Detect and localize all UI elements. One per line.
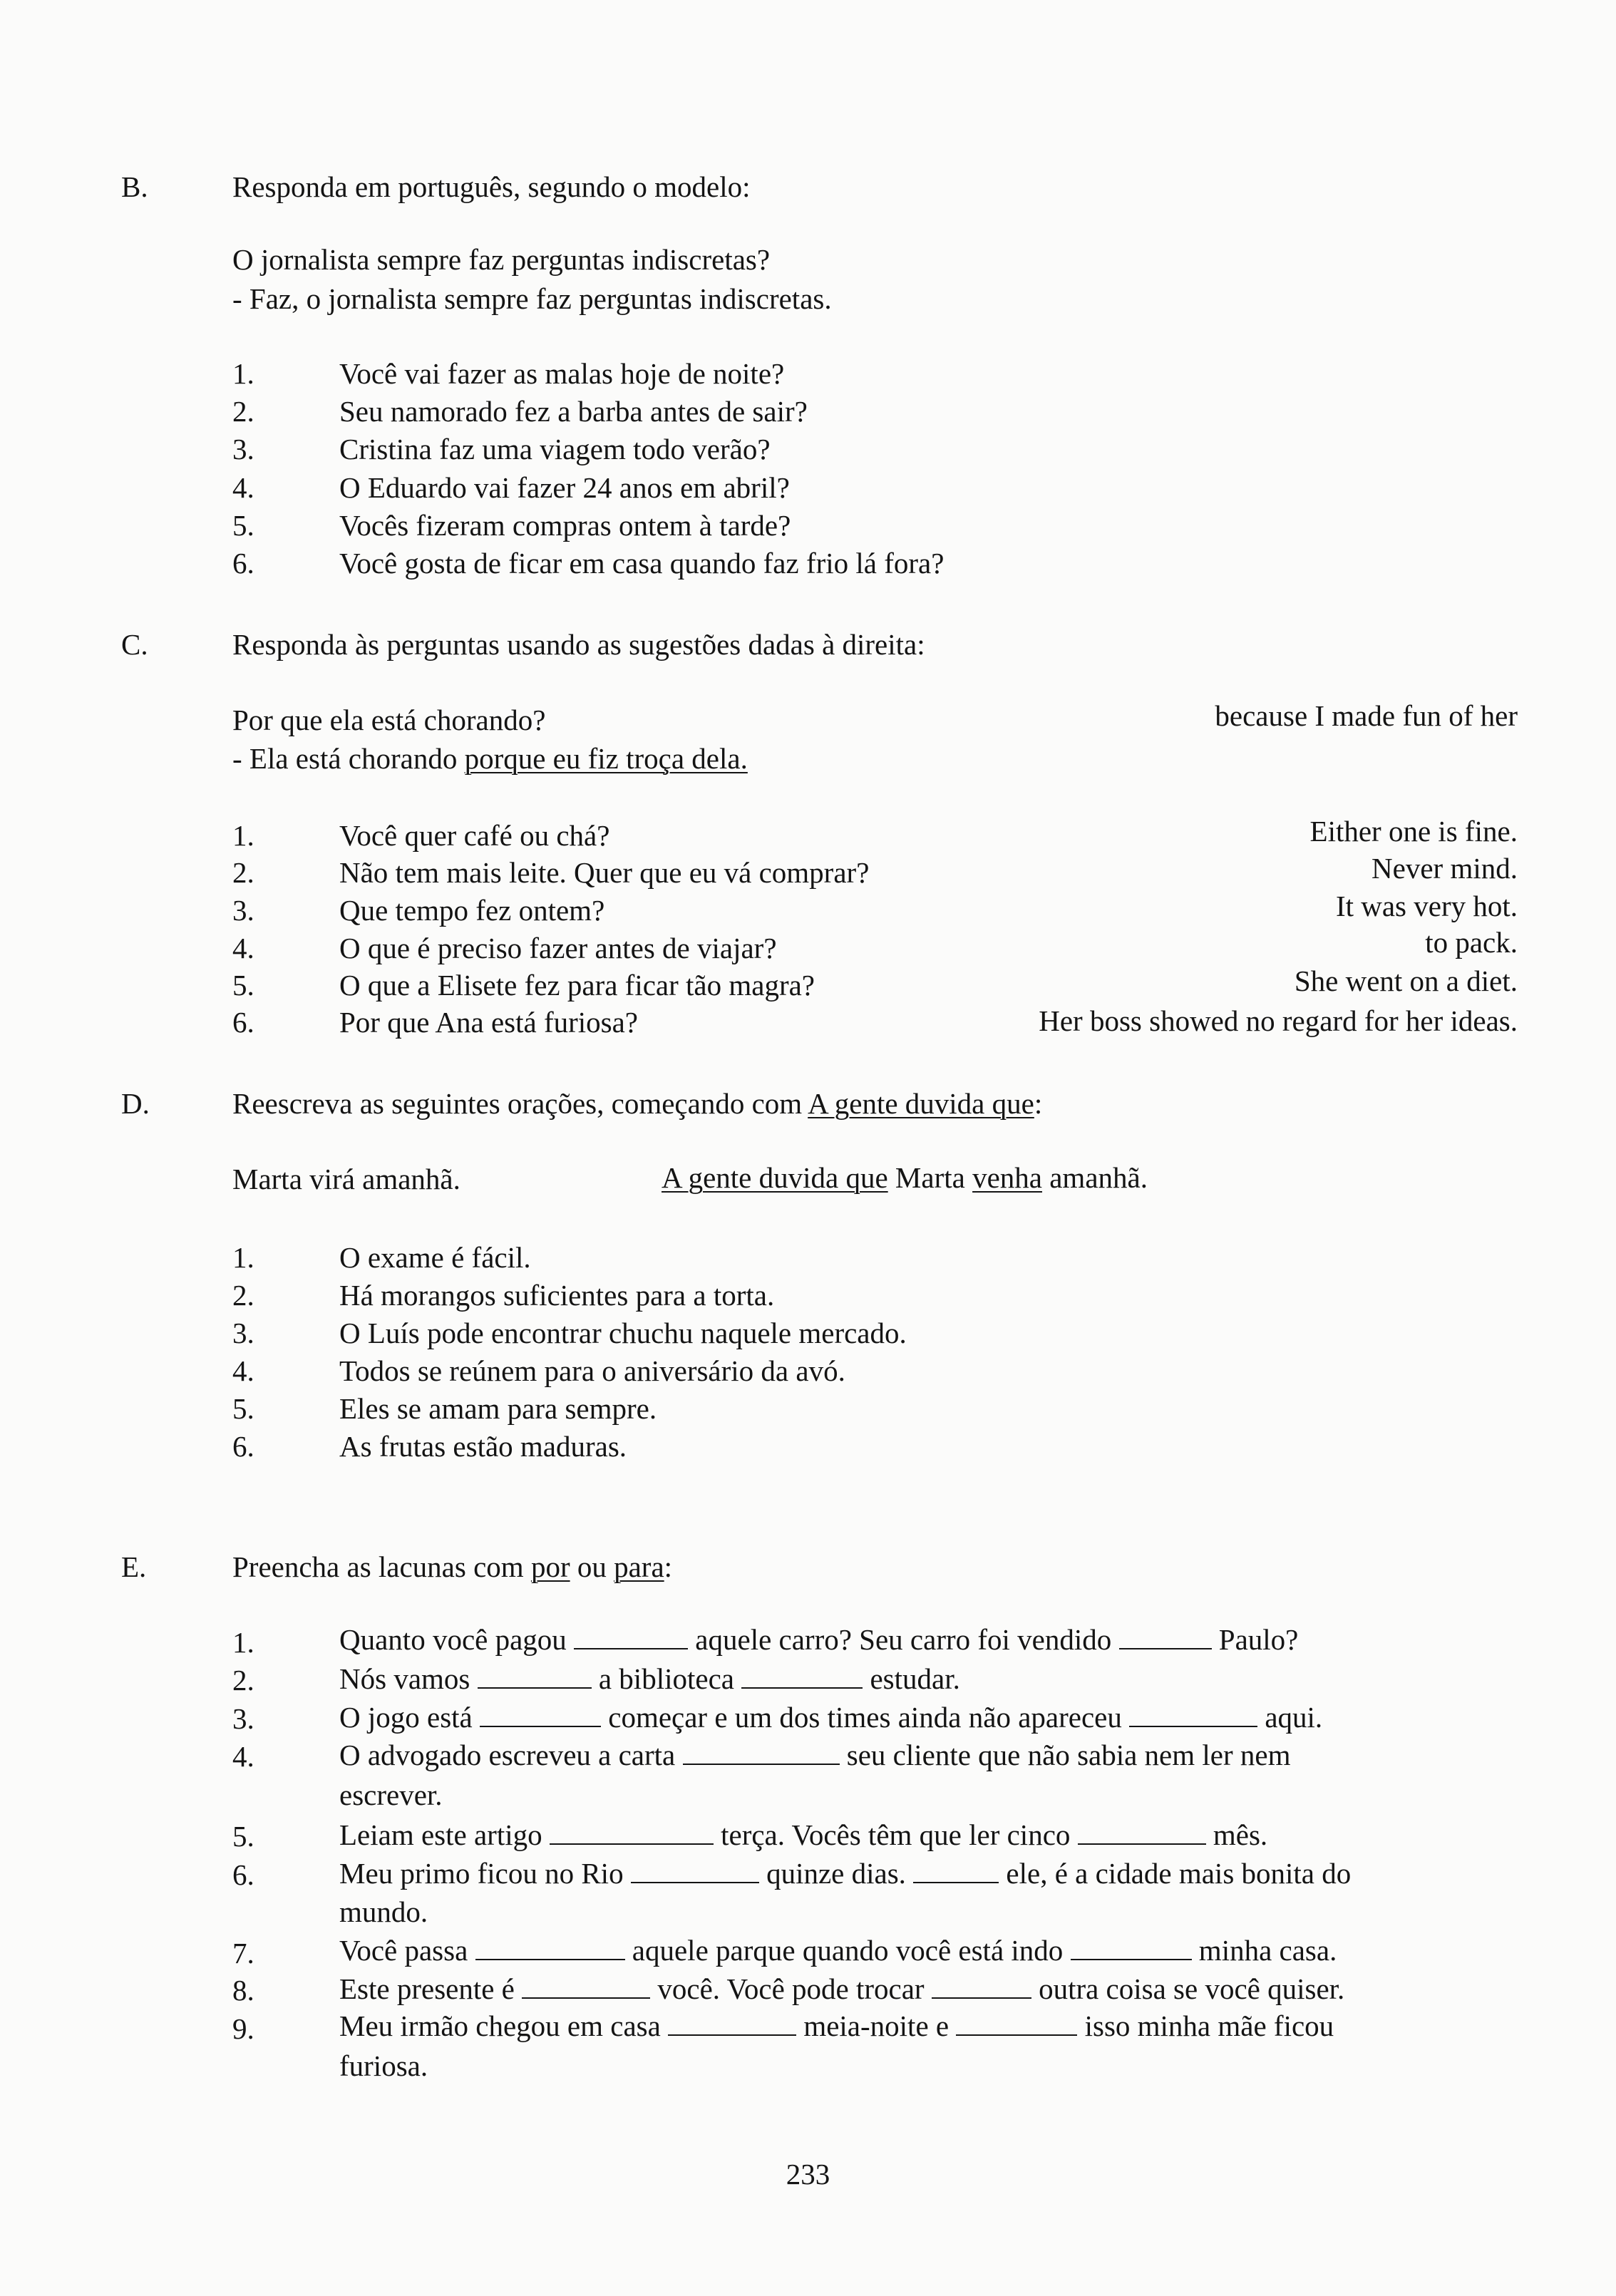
e-item-number: 9. (232, 2012, 254, 2045)
answer-blank (550, 1819, 714, 1845)
section-c-label: C. (121, 628, 148, 661)
e-item-number: 7. (232, 1937, 254, 1970)
c-item-text: O que é preciso fazer antes de viajar? (339, 932, 777, 964)
section-b-model-question: O jornalista sempre faz perguntas indiscretas? (232, 243, 771, 276)
answer-blank (478, 1663, 592, 1689)
b-item-number: 4. (232, 471, 254, 504)
c-item-number: 4. (232, 932, 254, 964)
c-item-text: O que a Elisete fez para ficar tão magra? (339, 969, 815, 1002)
c-item-number: 1. (232, 819, 254, 852)
e-item-number: 4. (232, 1740, 254, 1773)
d-item-number: 2. (232, 1279, 254, 1312)
c-item-hint: Either one is fine. (1309, 815, 1518, 848)
e-item-text: Nós vamos a biblioteca estudar. (339, 1662, 960, 1695)
c-item-text: Não tem mais leite. Quer que eu vá comprar? (339, 856, 870, 889)
b-item-text: Você vai fazer as malas hoje de noite? (339, 357, 785, 390)
e-item-text: Este presente é você. Você pode trocar outra coisa se você quiser. (339, 1972, 1345, 2005)
b-item-text: Seu namorado fez a barba antes de sair? (339, 395, 808, 428)
e-item-text: O advogado escreveu a carta seu cliente que não sabia nem ler nem (339, 1739, 1291, 1771)
answer-blank (522, 1973, 650, 1999)
e-item-text: Leiam este artigo terça. Vocês têm que ler cinco mês. (339, 1818, 1268, 1851)
e-item-continuation: furiosa. (339, 2049, 428, 2082)
section-e-instruction: Preencha as lacunas com por ou para: (232, 1550, 673, 1583)
page-number: 233 (786, 2158, 830, 2191)
d-item-text: Eles se amam para sempre. (339, 1392, 657, 1425)
section-c-instruction: Responda às perguntas usando as sugestões dadas à direita: (232, 628, 925, 661)
section-c-model-question: Por que ela está chorando? (232, 704, 546, 736)
answer-blank (1129, 1702, 1257, 1727)
d-item-text: O Luís pode encontrar chuchu naquele mercado. (339, 1317, 907, 1349)
answer-blank (668, 2010, 796, 2036)
b-item-text: Vocês fizeram compras ontem à tarde? (339, 509, 791, 542)
c-item-number: 2. (232, 856, 254, 889)
e-item-text: O jogo está começar e um dos times ainda não apareceu aqui. (339, 1701, 1323, 1734)
c-item-hint: to pack. (1425, 926, 1518, 959)
e-item-text: Meu primo ficou no Rio quinze dias. ele, é a cidade mais bonita do (339, 1857, 1352, 1890)
e-item-text: Meu irmão chegou em casa meia-noite e isso minha mãe ficou (339, 2009, 1334, 2042)
c-item-hint: She went on a diet. (1294, 964, 1518, 997)
e-item-number: 3. (232, 1702, 254, 1735)
answer-blank (480, 1702, 601, 1727)
d-item-number: 6. (232, 1430, 254, 1463)
d-item-number: 5. (232, 1392, 254, 1425)
answer-blank (1078, 1819, 1206, 1845)
answer-blank (1071, 1935, 1192, 1960)
section-d-label: D. (121, 1087, 150, 1120)
e-item-continuation: escrever. (339, 1778, 443, 1811)
b-item-number: 5. (232, 509, 254, 542)
answer-blank (1119, 1624, 1212, 1649)
section-c-model-answer: - Ela está chorando porque eu fiz troça dela. (232, 742, 748, 775)
answer-blank (741, 1663, 863, 1689)
c-item-number: 6. (232, 1006, 254, 1039)
e-item-number: 8. (232, 1974, 254, 2007)
e-item-number: 5. (232, 1820, 254, 1853)
e-item-text: Você passa aquele parque quando você está indo minha casa. (339, 1934, 1337, 1967)
c-item-text: Que tempo fez ontem? (339, 894, 605, 927)
answer-blank (631, 1858, 759, 1883)
section-d-model-answer: A gente duvida que Marta venha amanhã. (662, 1161, 1148, 1194)
section-d-instruction: Reescreva as seguintes orações, começando com A gente duvida que: (232, 1087, 1043, 1120)
c-item-hint: It was very hot. (1335, 890, 1518, 922)
e-item-text: Quanto você pagou aquele carro? Seu carro foi vendido Paulo? (339, 1623, 1299, 1656)
c-item-text: Por que Ana está furiosa? (339, 1006, 638, 1039)
e-item-number: 2. (232, 1664, 254, 1697)
b-item-number: 6. (232, 547, 254, 580)
section-e-label: E. (121, 1550, 147, 1583)
answer-blank (475, 1935, 625, 1960)
e-item-number: 6. (232, 1858, 254, 1891)
section-b-label: B. (121, 170, 148, 203)
e-item-number: 1. (232, 1626, 254, 1659)
b-item-text: Cristina faz uma viagem todo verão? (339, 433, 771, 465)
answer-blank (574, 1624, 688, 1649)
d-item-number: 1. (232, 1241, 254, 1274)
b-item-text: O Eduardo vai fazer 24 anos em abril? (339, 471, 790, 504)
d-item-text: Há morangos suficientes para a torta. (339, 1279, 775, 1312)
answer-blank (913, 1858, 999, 1883)
b-item-number: 1. (232, 357, 254, 390)
c-item-text: Você quer café ou chá? (339, 819, 610, 852)
c-item-hint: Never mind. (1371, 852, 1518, 885)
section-c-model-hint: because I made fun of her (1215, 699, 1518, 732)
section-d-model-sentence: Marta virá amanhã. (232, 1163, 460, 1195)
answer-blank (956, 2010, 1077, 2036)
answer-blank (683, 1739, 840, 1765)
section-b-instruction: Responda em português, segundo o modelo: (232, 170, 751, 203)
d-item-number: 3. (232, 1317, 254, 1349)
section-b-model-answer: - Faz, o jornalista sempre faz perguntas indiscretas. (232, 282, 832, 315)
d-item-text: Todos se reúnem para o aniversário da avó. (339, 1354, 845, 1387)
c-item-number: 3. (232, 894, 254, 927)
b-item-number: 3. (232, 433, 254, 465)
d-item-text: As frutas estão maduras. (339, 1430, 627, 1463)
answer-blank (932, 1973, 1031, 1999)
e-item-continuation: mundo. (339, 1895, 428, 1928)
d-item-text: O exame é fácil. (339, 1241, 531, 1274)
b-item-number: 2. (232, 395, 254, 428)
c-item-number: 5. (232, 969, 254, 1002)
c-item-hint: Her boss showed no regard for her ideas. (1039, 1004, 1518, 1037)
b-item-text: Você gosta de ficar em casa quando faz frio lá fora? (339, 547, 945, 580)
d-item-number: 4. (232, 1354, 254, 1387)
